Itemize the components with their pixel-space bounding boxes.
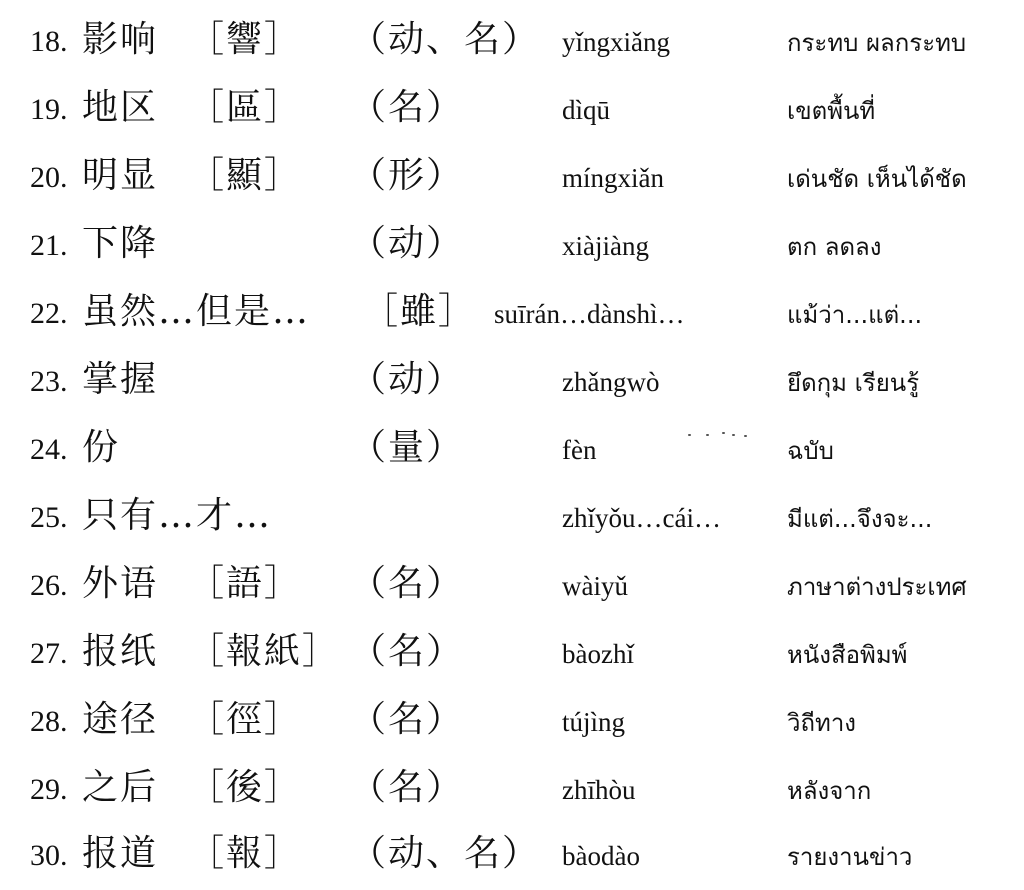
thai-meaning: เด่นชัด เห็นได้ชัด (787, 165, 967, 193)
traditional-form: ［後］ (188, 767, 303, 808)
chinese-word: 报纸 (82, 631, 159, 672)
part-of-speech: （动、名） (350, 833, 541, 874)
pinyin: xiàjiàng (562, 231, 649, 261)
pinyin: zhīhòu (562, 775, 636, 805)
chinese-word: 掌握 (82, 359, 159, 400)
thai-meaning: วิถีทาง (787, 709, 857, 737)
traditional-form: ［徑］ (188, 699, 303, 740)
part-of-speech: （动） (350, 223, 465, 264)
vocab-entry-23 (0, 352, 1024, 412)
entry-number: 19. (30, 93, 68, 126)
entry-number: 20. (30, 161, 68, 194)
vocab-entry-20 (0, 148, 1024, 208)
entry-number: 24. (30, 433, 68, 466)
chinese-word: 外语 (82, 563, 159, 604)
entry-number: 25. (30, 501, 68, 534)
scan-artifact (688, 432, 748, 438)
part-of-speech: （动、名） (350, 19, 541, 60)
thai-meaning: มีแต่...จึงจะ... (787, 505, 933, 533)
part-of-speech: （名） (350, 767, 465, 808)
entry-number: 22. (30, 297, 68, 330)
chinese-word: 虽然…但是… (82, 291, 311, 332)
chinese-word: 地区 (82, 87, 159, 128)
traditional-form: ［區］ (188, 87, 303, 128)
thai-meaning: แม้ว่า...แต่... (787, 301, 923, 329)
part-of-speech: （名） (350, 563, 465, 604)
traditional-form: ［報紙］ (188, 631, 341, 672)
vocab-entry-24 (0, 420, 1024, 480)
thai-meaning: หลังจาก (787, 777, 872, 805)
chinese-word: 下降 (82, 223, 159, 264)
vocab-entry-25 (0, 488, 1024, 548)
vocab-entry-26 (0, 556, 1024, 616)
thai-meaning: ตก ลดลง (787, 233, 882, 261)
chinese-word: 之后 (82, 767, 159, 808)
thai-meaning: กระทบ ผลกระทบ (787, 29, 967, 57)
entry-number: 27. (30, 637, 68, 670)
part-of-speech: （名） (350, 699, 465, 740)
vocab-entry-22 (0, 284, 1024, 344)
thai-meaning: ฉบับ (787, 437, 834, 465)
part-of-speech: （量） (350, 427, 465, 468)
traditional-form: ［響］ (188, 19, 303, 60)
vocab-entry-27 (0, 624, 1024, 684)
thai-meaning: เขตพื้นที่ (787, 97, 876, 125)
part-of-speech: （名） (350, 87, 465, 128)
entry-number: 29. (30, 773, 68, 806)
chinese-word: 明显 (82, 155, 159, 196)
pinyin: yǐngxiǎng (562, 27, 670, 57)
traditional-form: ［報］ (188, 833, 303, 874)
vocab-entry-28 (0, 692, 1024, 752)
entry-number: 26. (30, 569, 68, 602)
pinyin: fèn (562, 435, 597, 465)
chinese-word: 途径 (82, 699, 159, 740)
thai-meaning: รายงานข่าว (787, 843, 913, 871)
vocab-entry-29 (0, 760, 1024, 820)
chinese-word: 影响 (82, 19, 159, 60)
pinyin: tújìng (562, 707, 626, 737)
chinese-word: 份 (82, 427, 121, 468)
pinyin: zhǎngwò (562, 367, 660, 397)
pinyin: bàozhǐ (562, 639, 634, 669)
thai-meaning: หนังสือพิมพ์ (787, 641, 908, 669)
part-of-speech: （名） (350, 631, 465, 672)
thai-meaning: ยึดกุม เรียนรู้ (787, 369, 920, 397)
thai-meaning: ภาษาต่างประเทศ (787, 573, 967, 601)
entry-number: 30. (30, 839, 68, 872)
vocab-entry-30 (0, 826, 1024, 886)
pinyin: dìqū (562, 95, 611, 125)
entry-number: 28. (30, 705, 68, 738)
traditional-form: ［雖］ (362, 291, 477, 332)
traditional-form: ［顯］ (188, 155, 303, 196)
traditional-form: ［語］ (188, 563, 303, 604)
pinyin: suīrán…dànshì… (494, 299, 685, 329)
chinese-word: 报道 (82, 833, 159, 874)
entry-number: 23. (30, 365, 68, 398)
part-of-speech: （动） (350, 359, 465, 400)
pinyin: wàiyǔ (562, 571, 628, 601)
pinyin: bàodào (562, 841, 640, 871)
chinese-word: 只有…才… (82, 495, 273, 536)
vocab-entry-21 (0, 216, 1024, 276)
pinyin: zhǐyǒu…cái… (562, 503, 721, 533)
vocab-entry-19 (0, 80, 1024, 140)
part-of-speech: （形） (350, 155, 465, 196)
entry-number: 18. (30, 25, 68, 58)
vocab-entry-18 (0, 12, 1024, 72)
pinyin: míngxiǎn (562, 163, 664, 193)
entry-number: 21. (30, 229, 68, 262)
